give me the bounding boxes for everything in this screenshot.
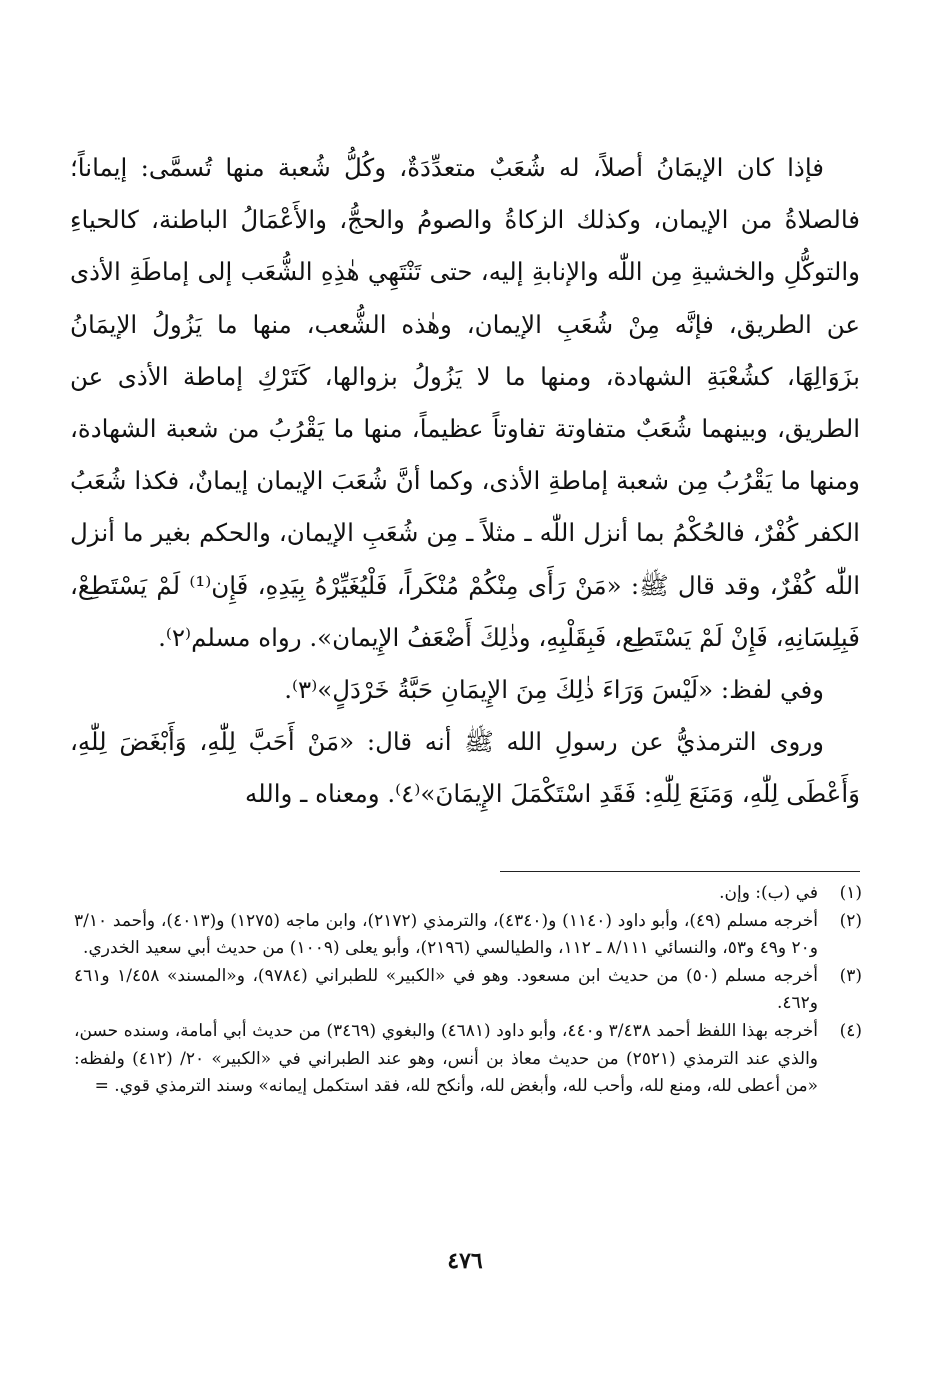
footnote-separator <box>500 871 860 872</box>
paragraph: وروى الترمذيُّ عن رسولِ الله ﷺ أنه قال: «مَنْ أَحَبَّ لِلّٰهِ، وَأَبْغَضَ لِلّٰهِ، وَأَعْطَى لِلّٰهِ، وَمَنَعَ لِلّٰهِ: فَقَدِ اسْتَكْمَلَ الإِيمَانَ»⁽٤⁾. ومعناه ـ والله <box>70 727 860 809</box>
main-text <box>70 142 860 821</box>
footnote <box>74 963 862 1018</box>
footnote-text: في (ب): وإن. <box>719 883 818 903</box>
paragraph: فإذا كان الإيمَانُ أصلاً، له شُعَبٌ متعدِّدَةٌ، وكُلُّ شُعبة منها تُسمَّى: إيماناً؛ فالصلاةُ من الإيمان، وكذلك الزكاةُ والصومُ والحجُّ، والأَعْمَالُ الباطنة، كالحياءِ والتوكُّلِ والخشيةِ مِن اللّٰه والإنابةِ إليه، حتى تَنْتَهِي هٰذِهِ الشُّعَب إلى إماطَةِ الأذى عن الطريق، فإنَّه مِنْ شُعَبِ الإيمان، وهٰذه الشُّعب، منها ما يَزُولُ الإيمَانُ بزَوَالِهَا، كشُعْبَةِ الشهادة، ومنها ما لا يَزُولُ بزوالها، كَتَرْكِ إماطة الأذى عن الطريق، وبينهما شُعَبٌ متفاوتة تفاوتاً عظيماً، منها ما يَقْرُبُ من شعبة الشهادة، ومنها ما يَقْرُبُ مِن شعبة إماطةِ الأذى، وكما أنَّ شُعَبَ الإيمان إيمانٌ، فكذا شُعَبُ الكفر كُفْرٌ، فالحُكْمُ بما أنزل اللّٰه ـ مثلاً ـ مِن شُعَبِ الإيمان، والحكم بغير ما أنزل اللّٰه كُفْرٌ، وقد قال ﷺ: «مَنْ رَأَى مِنْكُمْ مُنْكَراً، فَلْيُغَيِّرْهُ بِيَدِهِ، فَإِن⁽¹⁾ لَمْ يَسْتَطِعْ، فَبِلِسَانِهِ، فَإِنْ لَمْ يَسْتَطِع، فَبِقَلْبِهِ، وذٰلِكَ أَضْعَفُ الإِيمان». رواه مسلم⁽٢⁾. <box>70 153 860 652</box>
footnote-text: أخرجه بهذا اللفظ أحمد ٣/٤٣٨ و٤٤٠، وأبو داود (٤٦٨١) والبغوي (٣٤٦٩) من حديث أبي أمامة، وسنده حسن، والذي عند الترمذي (٢٥٢١) من حديث معاذ بن أنس، وهو عند الطبراني في «الكبير» ٢٠/ (٤١٢) ولفظه: «من أعطى لله، ومنع لله، وأحب لله، وأبغض لله، وأنكح لله، فقد استكمل إيمانه» وسند الترمذي قوي. = <box>74 1020 819 1097</box>
page-number: ٤٧٦ <box>447 1248 483 1274</box>
footnote-text: أخرجه مسلم (٤٩)، وأبو داود (١١٤٠) و(٤٣٤٠)، والترمذي (٢١٧٢)، وابن ماجه (١٢٧٥) و(٤٠١٣)، وأحمد ٣/١٠ و٢٠ و٤٩ و٥٣، والنسائي ٨/١١١ ـ ١١٢، والطيالسي (٢١٩٦)، وأبو يعلى (١٠٠٩) من حديث أبي سعيد الخدري. <box>74 910 819 959</box>
footnote <box>74 1018 862 1101</box>
footnote-number: (٤) <box>839 1020 862 1041</box>
paragraph: وفي لفظ: «لَيْسَ وَرَاءَ ذٰلِكَ مِنَ الإِيمَانِ حَبَّةُ خَرْدَلٍ»⁽٣⁾. <box>284 675 824 705</box>
footnote-number: (٣) <box>839 965 862 986</box>
footnote-number: (٢) <box>839 910 862 931</box>
footnotes <box>74 880 862 1101</box>
footnote <box>74 908 862 963</box>
footnote-number: (١) <box>839 883 862 903</box>
footnote-text: أخرجه مسلم (٥٠) من حديث ابن مسعود. وهو في «الكبير» للطبراني (٩٧٨٤)، و«المسند» ١/٤٥٨ و٤٦١ و٤٦٢. <box>74 965 818 1014</box>
footnote <box>74 880 862 908</box>
